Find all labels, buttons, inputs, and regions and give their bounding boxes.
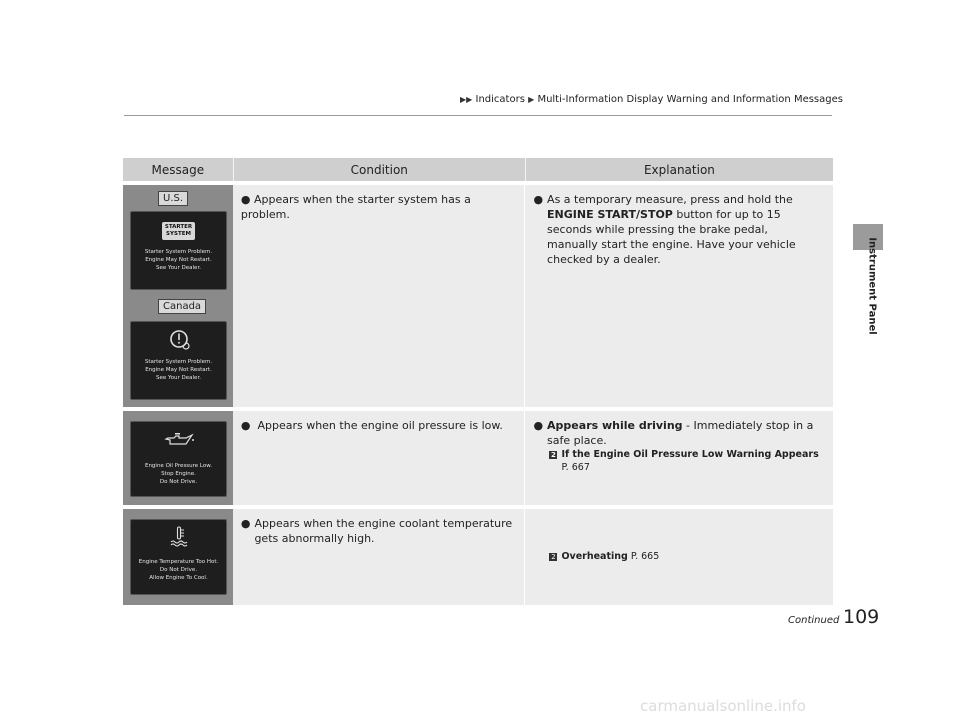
breadcrumb-indicators[interactable]: Indicators — [475, 94, 525, 105]
screen-message: Engine Oil Pressure Low. Stop Engine. Do Not Drive. — [144, 463, 213, 485]
header-condition: Condition — [234, 158, 526, 181]
screen-message: Starter System Problem. Engine May Not Restart. See Your Dealer. — [144, 249, 213, 271]
region-label-canada: Canada — [158, 299, 206, 314]
header-explanation: Explanation — [643, 162, 715, 177]
header-rule — [124, 115, 832, 116]
continued-label: Continued — [788, 615, 840, 626]
explanation-cell — [525, 411, 833, 505]
section-label: Instrument Panel — [866, 237, 878, 335]
display-screen-us — [130, 211, 227, 290]
page-number: 109 — [843, 606, 880, 628]
warning-circle-icon — [131, 328, 226, 354]
condition-text: Appears when the engine oil pressure is low. — [257, 419, 503, 432]
cross-reference-link[interactable]: 2 If the Engine Oil Pressure Low Warning Appears P. 667 — [551, 449, 819, 473]
condition-text: Appears when the engine coolant temperature gets abnormally high. — [254, 517, 513, 545]
screen-message: Engine Temperature Too Hot. Do Not Drive. Allow Engine To Cool. — [138, 559, 219, 581]
condition-text: Appears when the starter system has a problem. — [240, 193, 471, 221]
coolant-temperature-icon — [131, 525, 226, 551]
region-label-us: U.S. — [158, 191, 188, 206]
condition-cell — [233, 185, 526, 407]
bullet-icon: ● — [533, 193, 544, 206]
cross-reference-link[interactable]: 2 Overheating P. 665 — [551, 551, 660, 562]
condition-cell — [233, 509, 526, 605]
explanation-text: Appears while driving - Immediately stop in a safe place. — [547, 419, 814, 447]
header-message: Message — [123, 158, 234, 181]
table-row — [123, 185, 833, 407]
message-table — [123, 158, 833, 605]
message-images — [123, 185, 233, 407]
table-header — [123, 158, 833, 181]
display-screen-canada — [130, 321, 227, 400]
reference-icon: 2 — [551, 450, 556, 459]
explanation-text: As a temporary measure, press and hold the ENGINE START/STOP button for up to 15 seconds while pressing the brake pedal, manually start the engine. Have your vehicle checked by a dealer. — [547, 193, 796, 266]
bullet-icon: ● — [240, 517, 251, 530]
condition-cell — [233, 411, 526, 505]
watermark: carmanualsonline.info — [640, 697, 806, 715]
display-screen-temperature — [130, 519, 227, 595]
explanation-cell — [525, 185, 833, 407]
triangle-icon: ▶ — [528, 95, 535, 104]
display-screen-oil — [130, 421, 227, 497]
starter-system-icon: STARTER SYSTEM — [131, 220, 226, 240]
explanation-cell — [525, 509, 833, 605]
screen-message: Starter System Problem. Engine May Not Restart. See Your Dealer. — [144, 359, 213, 381]
bullet-icon: ● — [533, 419, 544, 432]
table-row — [123, 411, 833, 505]
bullet-icon: ● — [240, 419, 251, 432]
bullet-icon: ● — [240, 193, 251, 206]
breadcrumb — [460, 94, 843, 105]
message-images — [123, 509, 233, 605]
triangle-icon: ▶▶ — [460, 95, 473, 104]
table-row — [123, 509, 833, 605]
message-images — [123, 411, 233, 505]
oil-can-icon — [131, 430, 226, 452]
reference-icon: 2 — [551, 552, 556, 561]
breadcrumb-current[interactable]: Multi-Information Display Warning and Information Messages — [537, 94, 843, 105]
